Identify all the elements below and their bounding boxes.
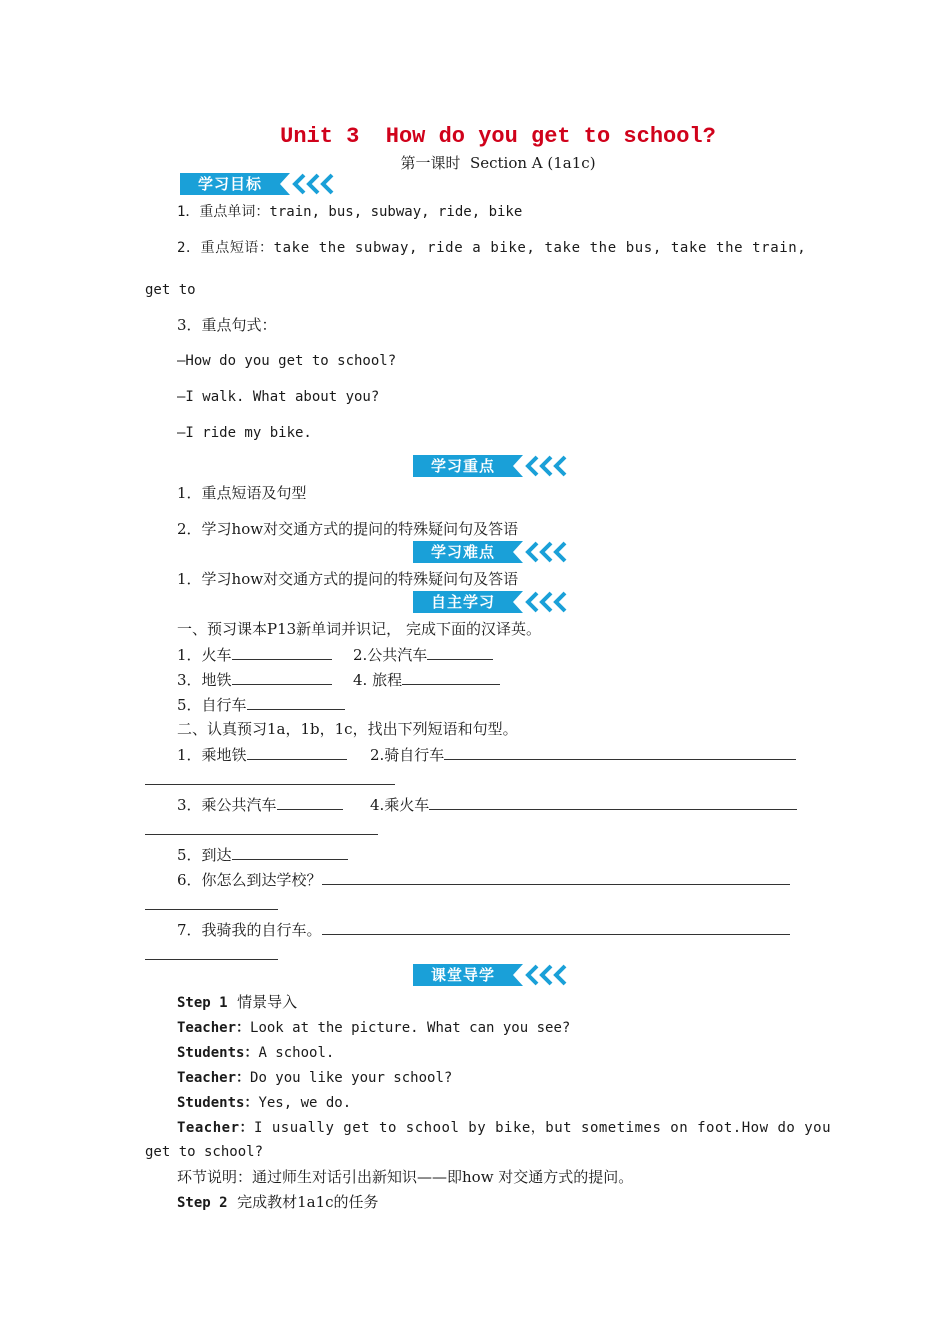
difficulty-1: 1．学习how对交通方式的提问的特殊疑问句及答语 — [177, 570, 519, 588]
banner-classroom-label: 课堂导学 — [413, 964, 513, 986]
answer-blank[interactable] — [444, 744, 796, 760]
phrase-item-7 — [177, 919, 790, 940]
answer-blank[interactable] — [232, 644, 332, 660]
word-label-1: 1．火车 — [177, 646, 232, 664]
dialogue-line-cont: get to school? — [145, 1144, 264, 1160]
dialogue-line — [177, 1017, 570, 1038]
answer-blank[interactable] — [232, 669, 332, 685]
answer-blank[interactable] — [427, 644, 493, 660]
banner-goals-label: 学习目标 — [180, 173, 280, 195]
banner-difficulties-label: 学习难点 — [413, 541, 513, 563]
chevron-left-icon — [509, 964, 579, 986]
chevron-left-icon — [276, 173, 346, 195]
chevron-left-icon — [509, 455, 579, 477]
answer-blank-cont[interactable] — [145, 784, 395, 785]
self-study-part-1: 一、预习课本P13新单词并识记， 完成下面的汉译英。 — [177, 620, 541, 638]
speaker: Teacher： — [177, 1120, 255, 1136]
key-point-2: 2．学习how对交通方式的提问的特殊疑问句及答语 — [177, 520, 519, 538]
dialogue-text: Yes, we do. — [258, 1095, 352, 1111]
phrase-label-6: 6．你怎么到达学校？ — [177, 871, 322, 889]
phrase-label-4: 4.乘火车 — [370, 796, 430, 814]
page-subtitle: 第一课时 Section A (1a1c) — [400, 154, 596, 172]
answer-blank[interactable] — [429, 794, 797, 810]
step-1-title: 情景导入 — [237, 993, 298, 1011]
chevron-left-icon — [509, 541, 579, 563]
phrase-item-3 — [177, 794, 343, 815]
phrase-item-5 — [177, 844, 348, 865]
answer-blank-cont[interactable] — [145, 834, 378, 835]
speaker: Teacher： — [177, 1070, 251, 1086]
banner-key-points-label: 学习重点 — [413, 455, 513, 477]
dialogue-text: I usually get to school by bike，but sometimes on foot.How do you — [254, 1120, 832, 1136]
answer-blank[interactable] — [232, 844, 348, 860]
step-1-label: Step 1 — [177, 995, 228, 1011]
page-title: Unit 3 How do you get to school? — [280, 124, 716, 149]
word-label-4: 4. 旅程 — [353, 671, 403, 689]
key-point-1: 1．重点短语及句型 — [177, 484, 307, 502]
phrase-label-7: 7．我骑我的自行车。 — [177, 921, 322, 939]
goal-sentence-3: —I ride my bike. — [177, 425, 312, 441]
word-item-5 — [177, 694, 345, 715]
goal-item-1: 1．重点单词：train, bus, subway, ride, bike — [177, 204, 523, 220]
speaker: Students： — [177, 1095, 259, 1111]
phrase-label-2: 2.骑自行车 — [370, 746, 445, 764]
dialogue-line — [177, 1117, 831, 1138]
chevron-left-icon — [509, 591, 579, 613]
answer-blank[interactable] — [247, 694, 345, 710]
goal-item-2-cont: get to — [145, 282, 196, 298]
answer-blank[interactable] — [322, 869, 790, 885]
word-label-5: 5．自行车 — [177, 696, 247, 714]
phrase-item-2 — [370, 744, 796, 765]
step-2-title: 完成教材1a1c的任务 — [237, 1193, 379, 1211]
answer-blank-cont[interactable] — [145, 959, 278, 960]
step-2 — [177, 1192, 379, 1213]
step-1 — [177, 992, 297, 1013]
word-item-2 — [353, 644, 493, 665]
goal-sentence-1: —How do you get to school? — [177, 353, 397, 369]
word-item-1 — [177, 644, 332, 665]
phrase-item-4 — [370, 794, 797, 815]
speaker: Students： — [177, 1045, 259, 1061]
phrase-item-6 — [177, 869, 790, 890]
goal-item-2: 2．重点短语：take the subway, ride a bike, take the bus, take the train, — [177, 240, 807, 256]
step-2-label: Step 2 — [177, 1195, 228, 1211]
word-item-4 — [353, 669, 500, 690]
phrase-label-5: 5．到达 — [177, 846, 232, 864]
self-study-part-2: 二、认真预习1a，1b，1c，找出下列短语和句型。 — [177, 720, 518, 738]
phrase-label-3: 3．乘公共汽车 — [177, 796, 277, 814]
word-label-2: 2.公共汽车 — [353, 646, 428, 664]
phrase-label-1: 1．乘地铁 — [177, 746, 247, 764]
phrase-item-1 — [177, 744, 347, 765]
section-note: 环节说明：通过师生对话引出新知识——即how 对交通方式的提问。 — [177, 1168, 634, 1186]
answer-blank-cont[interactable] — [145, 909, 278, 910]
answer-blank[interactable] — [322, 919, 790, 935]
goal-item-3: 3．重点句式： — [177, 316, 277, 334]
dialogue-text: A school. — [258, 1045, 335, 1061]
banner-self-study-label: 自主学习 — [413, 591, 513, 613]
speaker: Teacher： — [177, 1020, 251, 1036]
goal-sentence-2: —I walk. What about you? — [177, 389, 380, 405]
answer-blank[interactable] — [402, 669, 500, 685]
dialogue-line — [177, 1042, 334, 1063]
word-label-3: 3．地铁 — [177, 671, 232, 689]
answer-blank[interactable] — [277, 794, 343, 810]
dialogue-text: Do you like your school? — [250, 1070, 453, 1086]
answer-blank[interactable] — [247, 744, 347, 760]
dialogue-line — [177, 1067, 452, 1088]
word-item-3 — [177, 669, 332, 690]
dialogue-line — [177, 1092, 351, 1113]
dialogue-text: Look at the picture. What can you see? — [250, 1020, 571, 1036]
